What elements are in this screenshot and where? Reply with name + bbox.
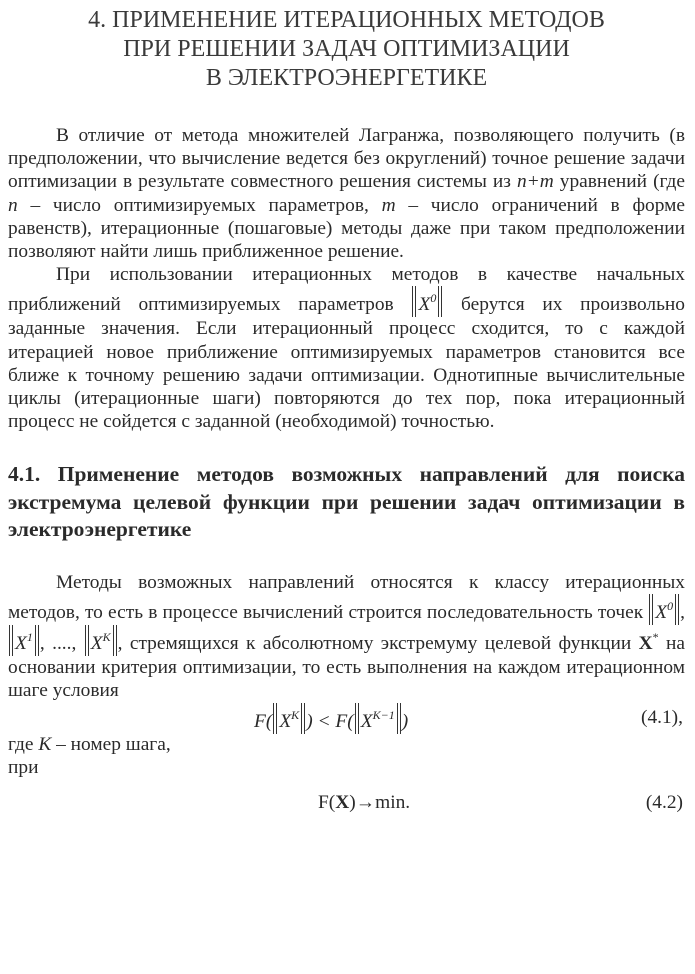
norm-xk-minus-1: $X^{K-1}$ — [355, 703, 401, 734]
formula-number-4-1: (4.1), — [640, 706, 683, 728]
paragraph-possible-directions: Методы возможных направлений относятся к классу итерационных методов, то есть в процессе вычислений строится последовательность точек $X^0$ $,X^1$ , ...., $X^K$ , стремящихся к абсолютному экстремуму целевой функции X* на основании критерия оптимизации, то есть выполнения на каждом итерационном шаге условия — [8, 571, 686, 702]
x-star: X* — [638, 630, 659, 655]
formula-number-4-2: (4.2) — [645, 791, 683, 813]
chapter-title-line-3: В ЭЛЕКТРОЭНЕРГЕТИКЕ — [205, 65, 488, 91]
at-clause: при — [8, 756, 39, 778]
paragraph-initial-approx: При использовании итерационных методов в качестве начальных приближений оптимизируемых параметров $X^0$ берутся их произвольно заданные значения. Если итерационный процесс сходится, то с каждой итерацией новое приближение оптимизируемых параметров становится все ближе к точному решению задачи оптимизации. Однотипные вычислительные циклы (итерационные шаги) повторяются до тех пор, пока итерационный процесс не сойдется с заданной (необходимой) точностью. — [8, 264, 685, 433]
norm-x1-seq: $X^1$ — [9, 625, 39, 656]
var-n: n — [8, 194, 18, 216]
chapter-title-line-2: ПРИ РЕШЕНИИ ЗАДАЧ ОПТИМИЗАЦИИ — [123, 36, 570, 62]
section-title: 4.1. Применение методов возможных направлений для поиска экстремума целевой функции при решении задач оптимизации в электроэнергетике — [8, 462, 685, 542]
var-m: m — [381, 194, 396, 216]
where-clause: где K – номер шага, — [8, 733, 171, 755]
norm-xk-seq: $X^K$ — [85, 625, 117, 656]
norm-x0: $X^0$ — [412, 286, 442, 317]
chapter-title — [8, 0, 685, 93]
chapter-title-line-1: 4. ПРИМЕНЕНИЕ ИТЕРАЦИОННЫХ МЕТОДОВ — [88, 7, 605, 33]
norm-x0-seq: $X^0$ — [649, 594, 679, 625]
norm-xk: $X^K$ — [273, 703, 305, 734]
n-plus-m: n+m — [516, 171, 554, 193]
paragraph-lagrange: В отличие от метода множителей Лагранжа, позволяющего получить (в предположении, что вычисление ведется без округлений) точное решение задачи оптимизации в результате совместного решения системы из n+m уравнений (где n – число оптимизируемых параметров, m – число ограничений в форме равенств), итерационные (пошаговые) методы даже при таком предположении позволяют найти лишь приближенное решение. — [8, 125, 685, 263]
formula-4-2: F(X)→min. (4.2) — [8, 789, 685, 817]
formula-4-1: F( $X^K$ ) < F( $X^{K-1}$ ) (4.1), — [8, 703, 685, 733]
